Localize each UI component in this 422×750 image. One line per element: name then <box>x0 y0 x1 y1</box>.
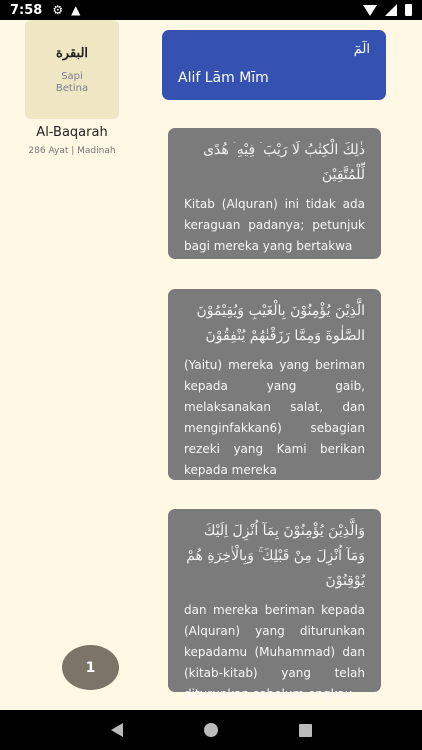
signal-icon <box>385 4 397 16</box>
ayah-translation: Kitab (Alquran) ini tidak ada keraguan padanya; petunjuk bagi mereka yang bertakwa <box>184 197 365 253</box>
ayah-translation: (Yaitu) mereka yang beriman kepada yang gaib, melaksanakan salat, dan menginfakkan6) sebagian rezeki yang Kami berikan kepada mereka <box>184 358 365 477</box>
battery-icon <box>405 4 412 16</box>
back-icon[interactable] <box>111 723 123 737</box>
gear-icon: ⚙ <box>52 3 64 17</box>
surah-info: 286 Ayat | Madinah <box>28 146 116 156</box>
ayah-arabic: الَّذِيْنَ يُؤْمِنُوْنَ بِالْغَيْبِ وَيُقِيْمُوْنَ الصَّلٰوةَ وَمِمَّا رَزَقْنٰهُمْ يُنْفِقُوْنَ <box>196 303 365 344</box>
surah-card[interactable] <box>25 20 119 119</box>
page-number-button[interactable]: 1 <box>62 645 119 690</box>
ayah-translation: dan mereka beriman kepada (Alquran) yang diturunkan kepadamu (Muhammad) dan (kitab-kitab) yang telah diturunkan sebelum engkau, <box>184 603 365 701</box>
surah-meaning: Sapi Betina <box>55 71 89 94</box>
ayah-header-card[interactable] <box>162 30 386 100</box>
wifi-icon <box>363 5 377 16</box>
warning-icon: ▲ <box>71 3 81 17</box>
ayah-card[interactable] <box>168 289 381 480</box>
status-bar <box>0 0 422 20</box>
ayah-arabic: وَالَّذِيْنَ يُؤْمِنُوْنَ بِمَآ اُنْزِلَ اِلَيْكَ وَمَآ اُنْزِلَ مِنْ قَبْلِكَ ۚ وَبِالْاٰخِرَةِ هُمْ يُوْقِنُوْنَ <box>186 523 365 589</box>
header-latin: Alif Lām Mīm <box>178 70 269 86</box>
recent-apps-icon[interactable] <box>299 724 312 737</box>
status-time: 7:58 <box>10 2 43 18</box>
surah-name: Al-Baqarah <box>36 125 108 140</box>
surah-arabic-name: البقرة <box>55 46 89 61</box>
header-arabic: الٓمٓ <box>353 42 370 57</box>
navigation-bar <box>0 710 422 750</box>
home-icon[interactable] <box>204 723 218 737</box>
ayah-arabic: ذٰلِكَ الْكِتٰبُ لَا رَيْبَ ۛ فِيْهِ ۛ هُدًى لِّلْمُتَّقِيْنَ <box>203 142 365 183</box>
ayah-card[interactable] <box>168 509 381 701</box>
ayah-card[interactable] <box>168 128 381 259</box>
